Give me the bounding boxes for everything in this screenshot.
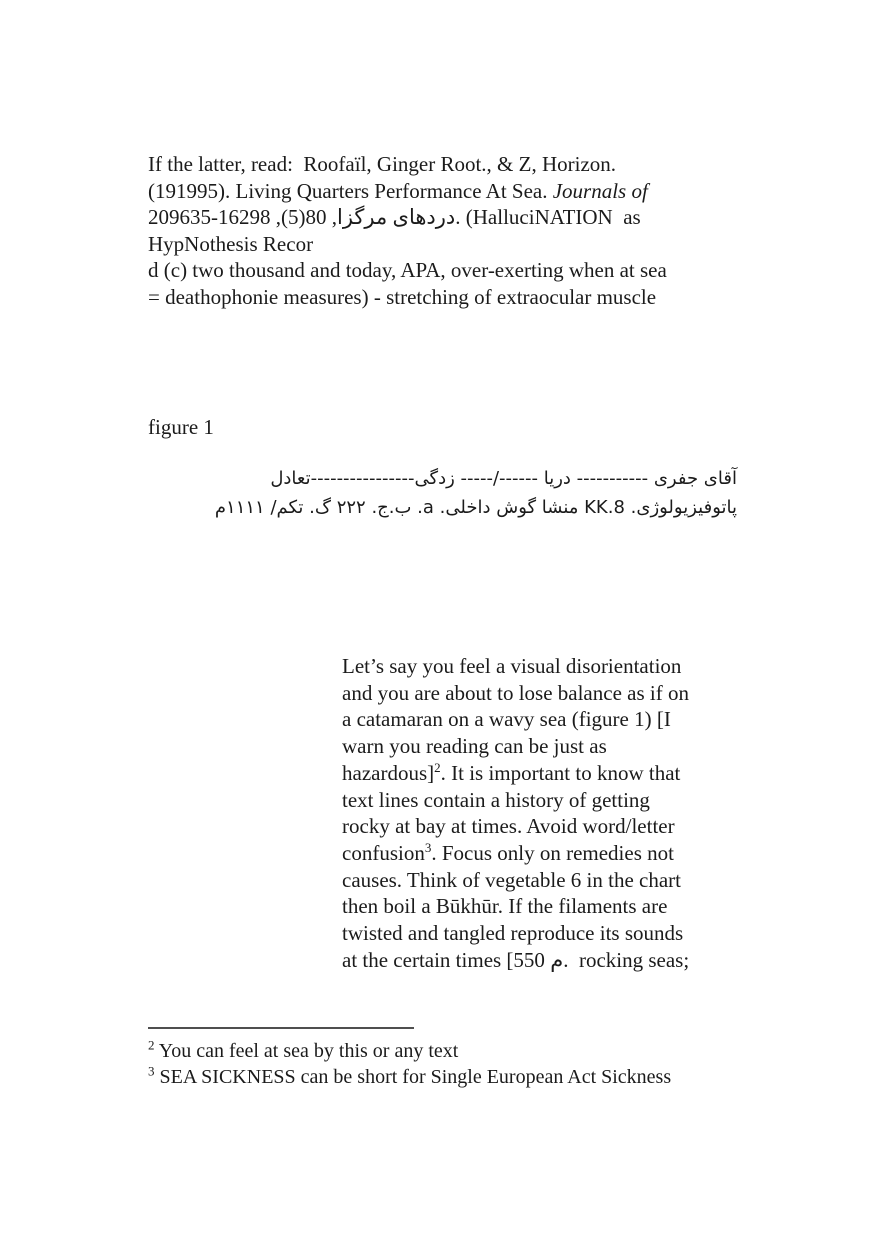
body-line-8-pre: confusion bbox=[342, 840, 425, 865]
footnote-2 bbox=[148, 1038, 458, 1064]
citation-line-1: If the latter, read: Roofaïl, Ginger Root., & Z, Horizon. bbox=[148, 152, 617, 176]
body-paragraph bbox=[342, 653, 740, 973]
body-line-3: a catamaran on a wavy sea (figure 1) [I bbox=[342, 707, 671, 732]
body-line-6: text lines contain a history of getting bbox=[342, 787, 650, 812]
footnote-2-text: You can feel at sea by this or any text bbox=[154, 1040, 459, 1062]
figure-label: figure 1 bbox=[148, 415, 214, 439]
figure-rtl-line-2: پاتوفیزیولوژی. KK.8 منشا گوش داخلی. a. ب.ج. ۲۲۲ گ. تکم/ ۱۱۱۱م bbox=[214, 496, 737, 518]
footnote-ref-3: 3 bbox=[424, 839, 432, 855]
footnote-2-marker: 2 bbox=[148, 1037, 155, 1053]
footnote-3-text: SEA SICKNESS can be short for Single European Act Sickness bbox=[154, 1066, 672, 1088]
body-line-4: warn you reading can be just as bbox=[342, 734, 607, 759]
body-line-9: causes. Think of vegetable 6 in the chart bbox=[342, 867, 681, 892]
citation-line-6: = deathophonie measures) - stretching of extraocular muscle bbox=[148, 284, 657, 309]
citation-line-4: HypNothesis Recor bbox=[148, 231, 314, 256]
body-line-8-post: . Focus only on remedies not bbox=[431, 840, 674, 865]
body-line-2: and you are about to lose balance as if on bbox=[342, 680, 689, 705]
body-line-7: rocky at bay at times. Avoid word/letter bbox=[342, 814, 675, 839]
citation-line-5: d (c) two thousand and today, APA, over-exerting when at sea bbox=[148, 258, 667, 283]
body-line-5-pre: hazardous] bbox=[342, 760, 435, 785]
figure-rtl-line-1: آقای جفری ----------- دریا ------/----- زدگی----------------تعادل bbox=[270, 468, 737, 489]
citation-paragraph bbox=[148, 151, 732, 311]
body-line-12: at the certain times [550 م. rocking seas; bbox=[342, 947, 690, 972]
footnote-ref-2: 2 bbox=[434, 759, 441, 775]
body-line-10: then boil a Būkhūr. If the filaments are bbox=[342, 894, 668, 919]
figure-rtl-text bbox=[137, 465, 737, 522]
footnote-separator bbox=[148, 1027, 414, 1029]
footnote-3 bbox=[148, 1064, 671, 1090]
body-line-8 bbox=[342, 840, 740, 867]
body-line-5 bbox=[342, 760, 740, 787]
footnote-3-marker: 3 bbox=[148, 1063, 155, 1079]
citation-line-2-normal: (191995). Living Quarters Performance At Sea. bbox=[148, 178, 553, 203]
body-line-11: twisted and tangled reproduce its sounds bbox=[342, 921, 684, 946]
citation-line-2 bbox=[148, 178, 732, 205]
citation-line-3: دردهای مرگزا, 80(5), 16298-209635. (HalluciNATION as bbox=[148, 205, 641, 230]
body-line-1: Let’s say you feel a visual disorientation bbox=[342, 654, 682, 678]
body-line-5-post: . It is important to know that bbox=[440, 760, 681, 785]
citation-journal-title: Journals of bbox=[552, 178, 648, 203]
